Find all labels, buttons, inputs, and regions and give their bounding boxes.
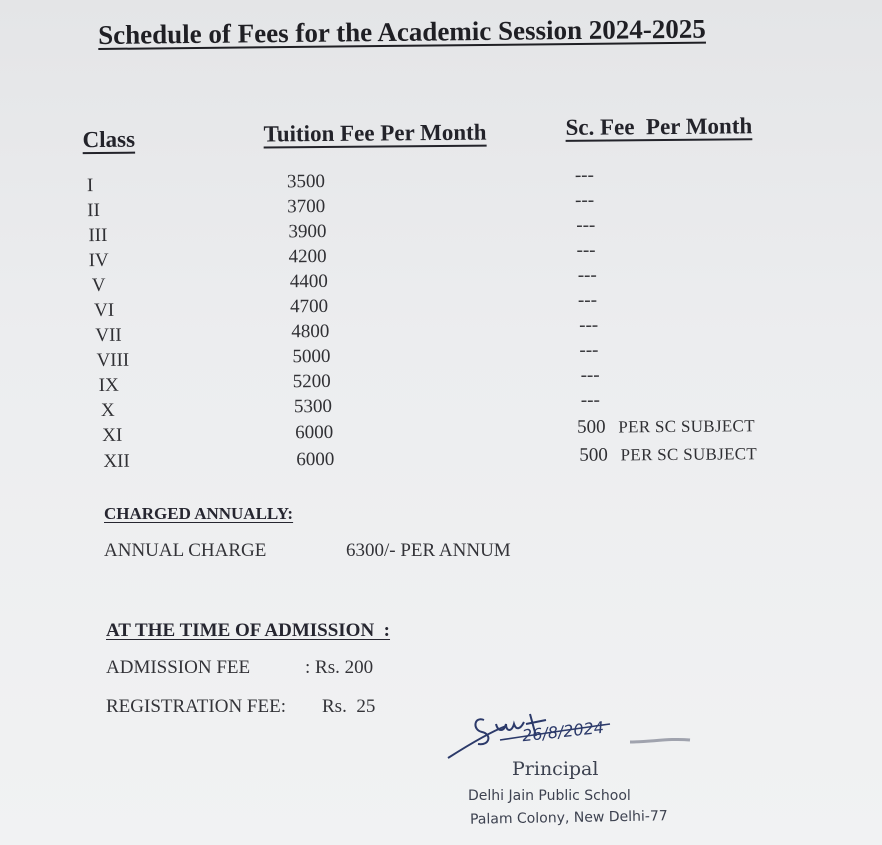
sc-fee-value: 500 xyxy=(577,416,606,438)
row-tuition: 5200 xyxy=(292,370,331,393)
row-tuition: 4800 xyxy=(291,320,330,343)
admission-heading: AT THE TIME OF ADMISSION : xyxy=(106,620,391,641)
row-class: III xyxy=(88,224,108,247)
row-sc-fee: --- xyxy=(574,164,594,186)
sc-fee-value: 500 xyxy=(579,444,608,466)
row-sc-fee: --- xyxy=(576,239,596,261)
row-class: VIII xyxy=(96,349,130,371)
signature-date: 26/8/2024 xyxy=(521,717,605,746)
row-tuition: 5000 xyxy=(292,345,331,368)
row-tuition: 5300 xyxy=(293,395,333,418)
principal-stamp xyxy=(440,700,740,840)
row-class: XII xyxy=(103,450,130,472)
row-sc-fee: --- xyxy=(577,289,598,311)
row-class: V xyxy=(91,274,106,297)
row-class: X xyxy=(100,399,115,421)
row-tuition: 3700 xyxy=(287,195,326,218)
registration-fee-value: Rs. 25 xyxy=(322,696,376,717)
row-sc-fee: --- xyxy=(579,314,599,336)
row-tuition: 3500 xyxy=(286,170,326,193)
annual-charge-value: 6300/- PER ANNUM xyxy=(346,540,511,561)
row-class: IX xyxy=(98,374,119,396)
row-class: VI xyxy=(93,299,115,322)
row-sc-fee: --- xyxy=(575,189,595,211)
stamp-address: Palam Colony, New Delhi-77 xyxy=(469,808,668,828)
header-sc-fee: Sc. Fee Per Month xyxy=(565,113,753,140)
annual-heading: CHARGED ANNUALLY: xyxy=(104,504,294,523)
registration-fee-label: REGISTRATION FEE: xyxy=(106,696,286,717)
stamp-school-name: Delhi Jain Public School xyxy=(468,788,631,804)
header-tuition-fee: Tuition Fee Per Month xyxy=(263,119,487,147)
row-tuition: 4400 xyxy=(289,270,328,293)
row-class: I xyxy=(86,175,94,197)
row-sc-fee xyxy=(577,415,755,439)
row-sc-fee: --- xyxy=(579,339,599,361)
row-sc-fee: --- xyxy=(580,389,600,411)
admission-fee-label: ADMISSION FEE xyxy=(106,657,251,678)
row-class: VII xyxy=(95,324,122,347)
row-sc-fee: --- xyxy=(580,364,600,386)
row-tuition: 4700 xyxy=(289,295,329,318)
row-class: XI xyxy=(102,424,123,446)
row-tuition: 6000 xyxy=(296,448,335,471)
page-title: Schedule of Fees for the Academic Session 2024-2025 xyxy=(98,13,706,50)
header-class: Class xyxy=(82,126,136,153)
admission-fee-value: : Rs. 200 xyxy=(305,657,374,678)
row-sc-fee xyxy=(579,443,757,467)
sc-fee-note: PER SC SUBJECT xyxy=(618,416,755,437)
row-sc-fee: --- xyxy=(576,214,596,236)
sc-fee-note: PER SC SUBJECT xyxy=(620,444,758,465)
row-tuition: 6000 xyxy=(295,421,334,444)
annual-charge-label: ANNUAL CHARGE xyxy=(104,540,267,561)
row-tuition: 3900 xyxy=(288,220,327,243)
row-class: IV xyxy=(88,249,109,272)
row-sc-fee: --- xyxy=(577,264,597,286)
row-tuition: 4200 xyxy=(288,245,327,268)
row-class: II xyxy=(87,199,100,222)
stamp-principal-title: Principal xyxy=(512,758,599,780)
